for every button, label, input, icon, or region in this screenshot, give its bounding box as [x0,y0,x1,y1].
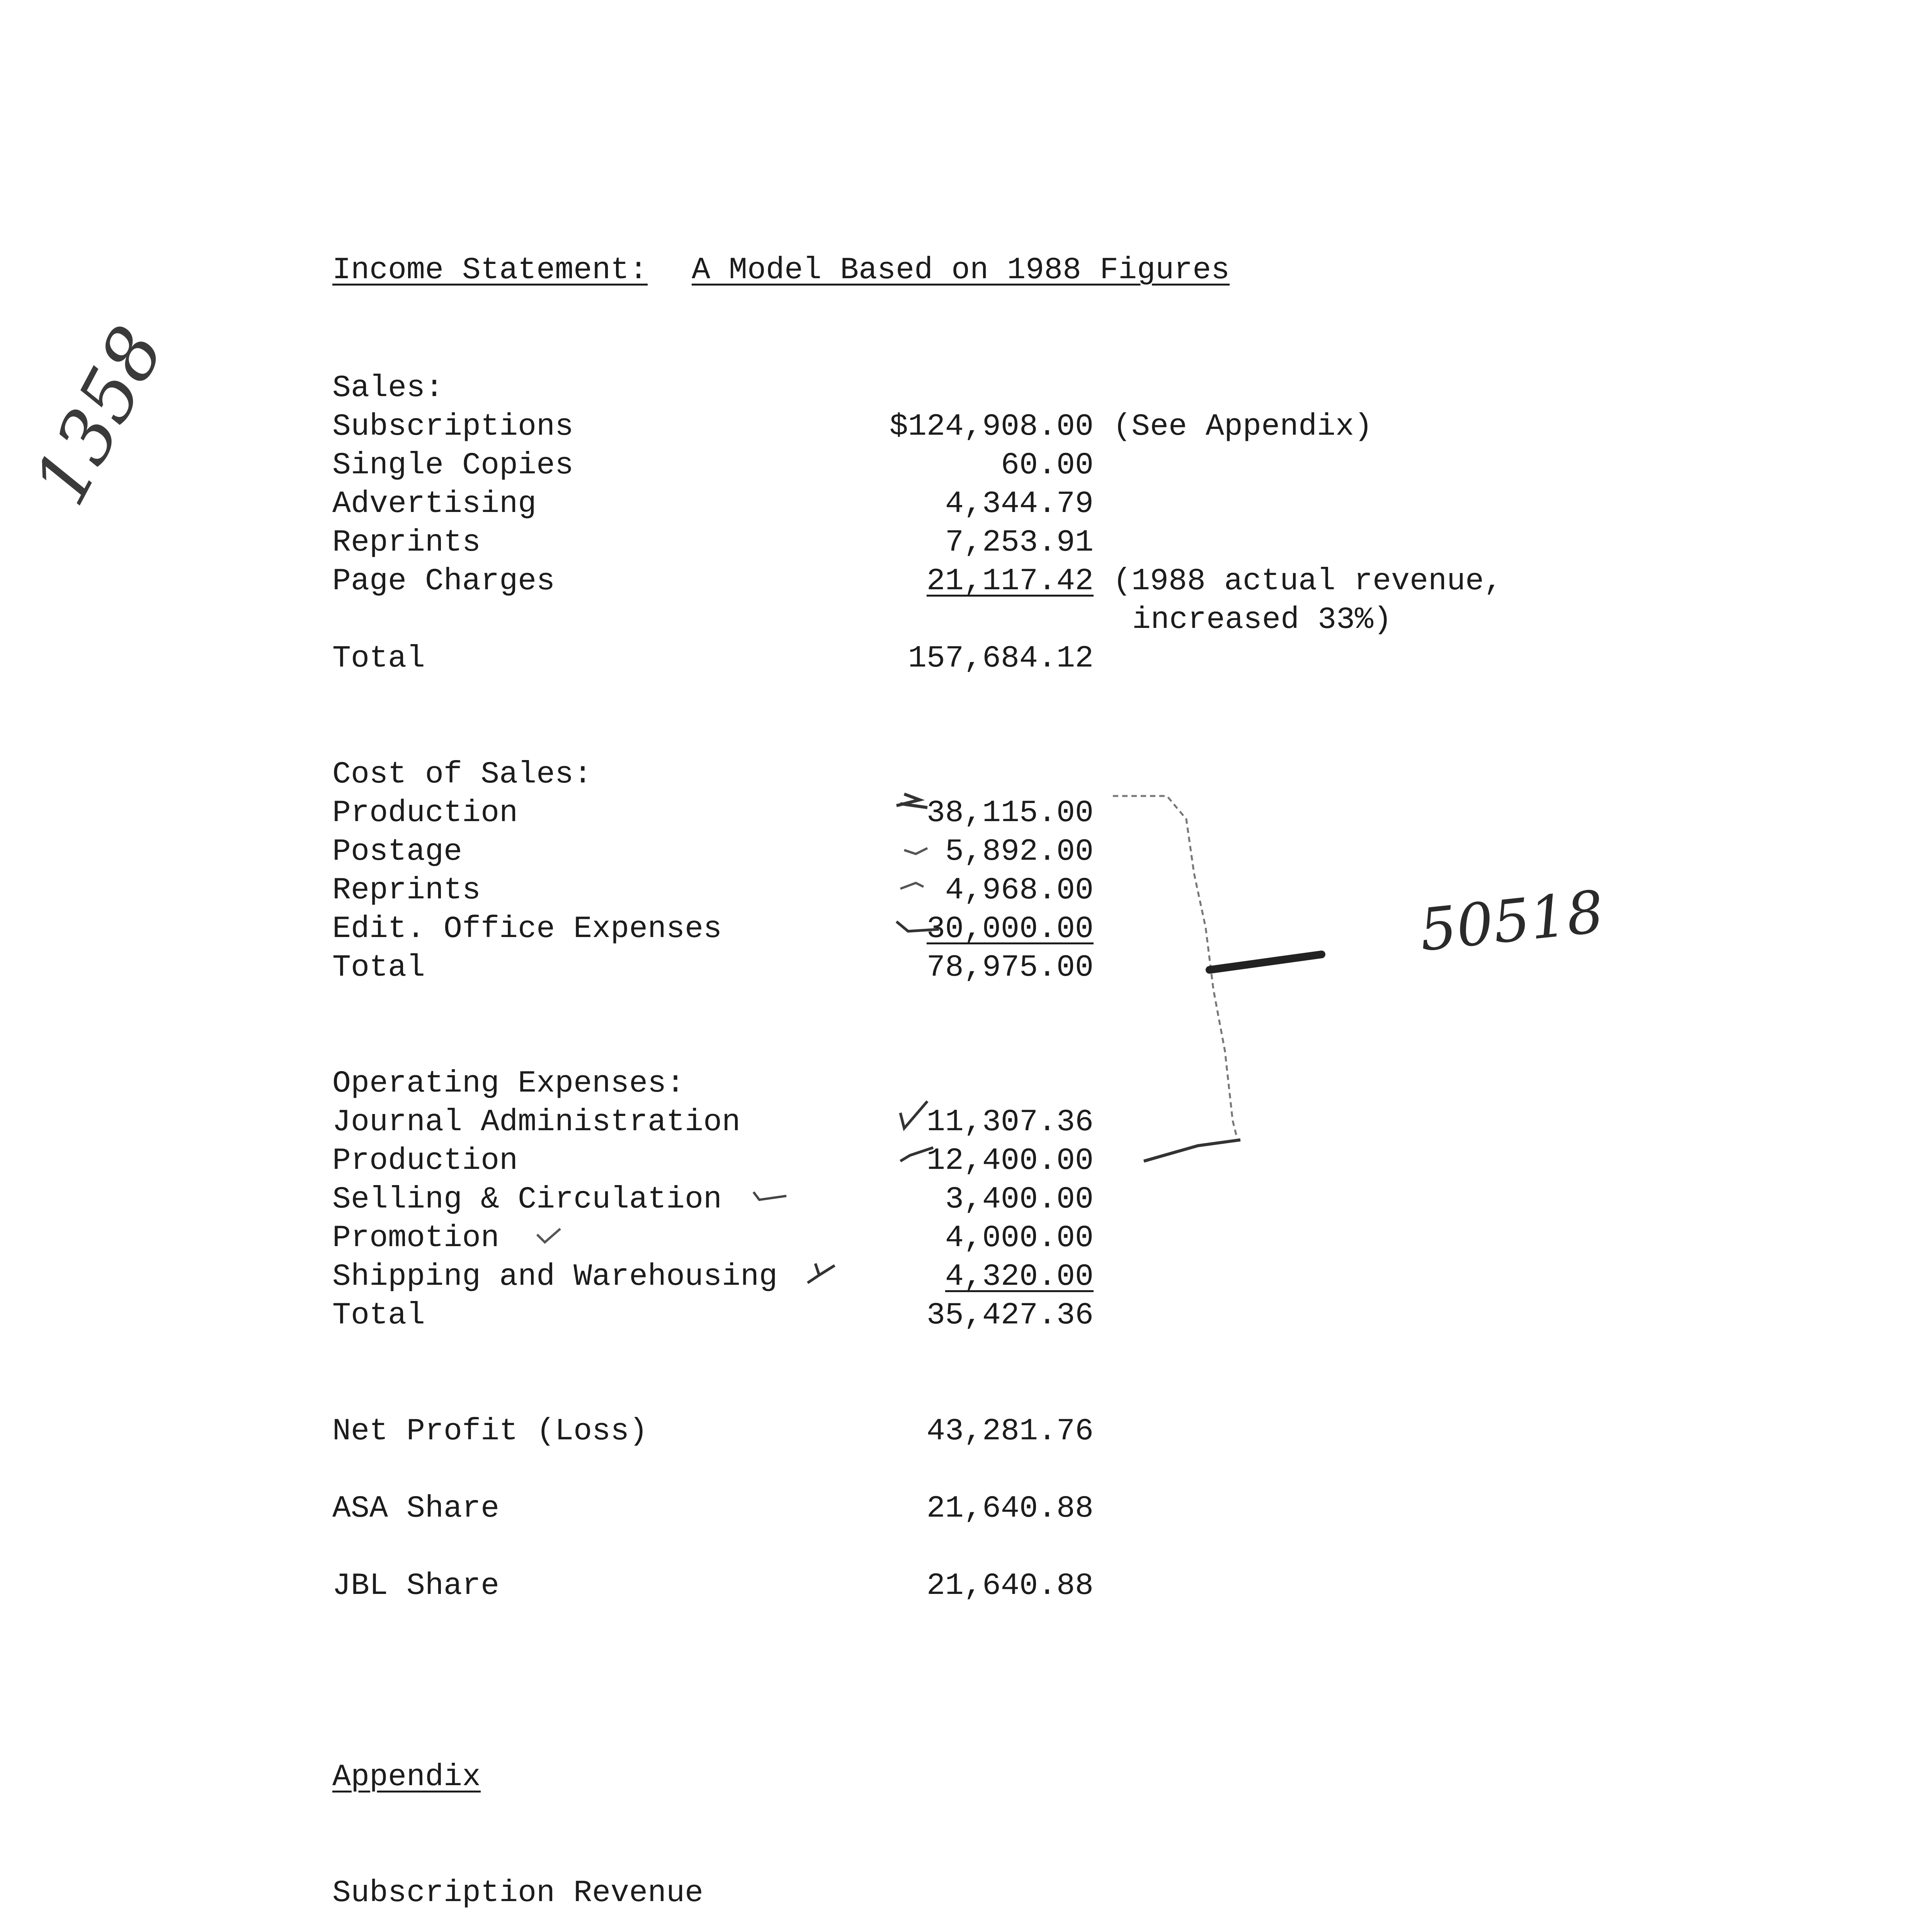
sales-label-single-copies: Single Copies [332,448,574,483]
opex-label-selling: Selling & Circulation [332,1182,722,1217]
opex-value-journal-admin: 11,307.36 [926,1105,1094,1140]
bracket-line [1209,954,1322,970]
opex-total-label: Total [332,1298,425,1333]
cos-label-reprints: Reprints [332,873,481,908]
jbl-share-value: 21,640.88 [926,1568,1094,1604]
sales-label-reprints: Reprints [332,525,481,560]
opex-heading: Operating Expenses: [332,1066,685,1101]
jbl-share-label: JBL Share [332,1568,500,1604]
sales-label-advertising: Advertising [332,486,537,522]
asa-share-label: ASA Share [332,1491,500,1526]
tick-mark-icon [896,922,939,931]
sales-total-value: 157,684.12 [908,641,1094,676]
tick-mark-icon [904,848,927,854]
margin-handwritten-note: 1358 [17,313,180,519]
sales-value-single-copies: 60.00 [1000,448,1094,483]
title-label: Income Statement: [332,253,648,288]
sales-note-subscriptions: (See Appendix) [1113,409,1373,444]
sales-note-page-charges-line2: increased 33%) [1132,602,1392,638]
opex-label-promotion: Promotion [332,1221,500,1256]
sales-note-page-charges: (1988 actual revenue, [1113,564,1503,599]
opex-label-production: Production [332,1143,518,1179]
appendix-title: Appendix [332,1760,481,1795]
cos-label-edit-office: Edit. Office Expenses [332,912,722,947]
asa-share-value: 21,640.88 [926,1491,1094,1526]
sales-value-subscriptions: $124,908.00 [889,409,1094,444]
opex-label-journal-admin: Journal Administration [332,1105,741,1140]
opex-value-shipping-text: 4,320.00 [945,1259,1094,1294]
net-profit-label: Net Profit (Loss) [332,1414,648,1449]
sales-heading: Sales: [332,371,444,406]
opex-label-shipping: Shipping and Warehousing [332,1259,778,1294]
sales-label-subscriptions: Subscriptions [332,409,574,444]
opex-value-promotion: 4,000.00 [945,1221,1094,1256]
tick-mark-icon [537,1229,560,1242]
appendix-subtitle: Subscription Revenue [332,1876,704,1911]
tick-mark-icon [900,1101,927,1128]
sales-label-page-charges: Page Charges [332,564,555,599]
tick-mark-icon [896,794,927,808]
cos-label-postage: Postage [332,834,463,869]
tick-mark-icon [900,883,924,889]
tick-mark-icon [754,1192,786,1200]
sales-total-label: Total [332,641,425,676]
cos-total-value: 78,975.00 [926,950,1094,985]
cos-total-label: Total [332,950,425,985]
page-title: A Model Based on 1988 Figures [692,253,1230,288]
handwritten-side-note: 50518 [1416,878,1607,964]
net-profit-value: 43,281.76 [926,1414,1094,1449]
sales-value-page-charges-text: 21,117.42 [926,564,1094,599]
cos-label-production: Production [332,796,518,831]
tick-mark-icon [900,1148,933,1161]
bracket-line [1144,1140,1240,1161]
cos-value-postage: 5,892.00 [945,834,1094,869]
cos-value-edit-office-text: 30,000.00 [926,912,1094,947]
cos-heading: Cost of Sales: [332,757,592,792]
sales-value-advertising: 4,344.79 [945,486,1094,522]
cos-value-production: 38,115.00 [926,796,1094,831]
cos-value-reprints: 4,968.00 [945,873,1094,908]
opex-value-selling: 3,400.00 [945,1182,1094,1217]
opex-total-value: 35,427.36 [926,1298,1094,1333]
opex-value-production: 12,400.00 [926,1143,1094,1179]
sales-value-reprints: 7,253.91 [945,525,1094,560]
tick-mark-icon [808,1264,835,1283]
